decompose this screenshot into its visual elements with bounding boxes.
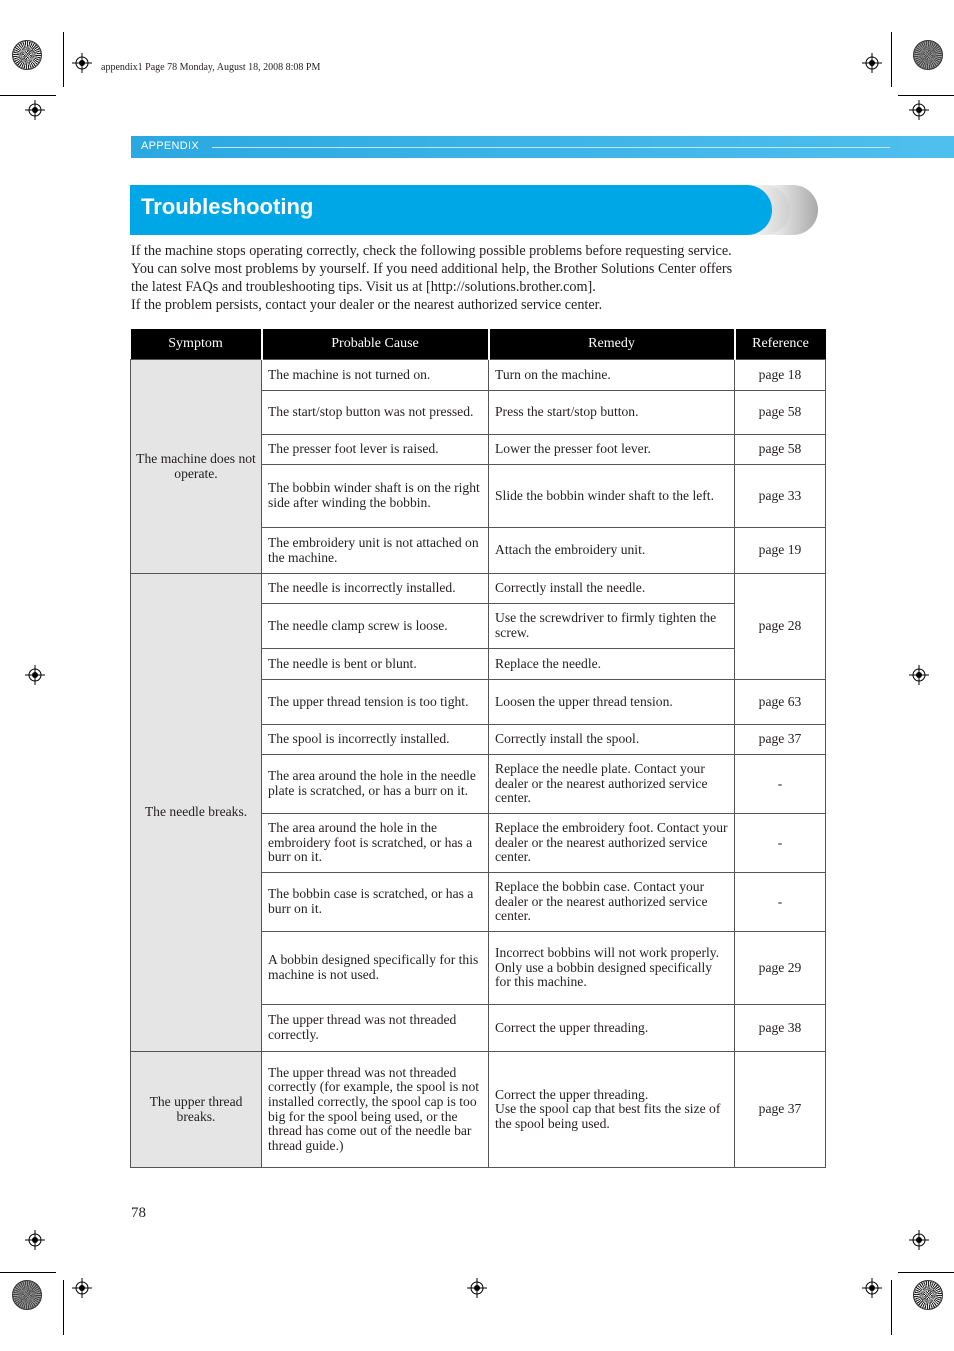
reference-cell: page 28	[735, 574, 826, 680]
registration-starburst-icon	[913, 1280, 943, 1310]
remedy-cell: Turn on the machine.	[489, 360, 735, 391]
page-title: Troubleshooting	[141, 194, 314, 219]
reference-cell: page 38	[735, 1005, 826, 1052]
column-header-symptom: Symptom	[131, 329, 262, 360]
page-number: 78	[131, 1205, 146, 1221]
column-header-cause: Probable Cause	[262, 329, 489, 360]
table-header-row	[131, 329, 826, 360]
reference-cell: page 29	[735, 932, 826, 1005]
registration-crosshair-icon	[25, 100, 45, 120]
reference-cell: page 33	[735, 465, 826, 528]
cause-cell: The machine is not turned on.	[262, 360, 489, 391]
cause-cell: The embroidery unit is not attached on the machine.	[262, 528, 489, 574]
print-header: appendix1 Page 78 Monday, August 18, 2008 8:08 PM	[101, 62, 321, 73]
troubleshooting-table	[130, 329, 826, 1168]
cause-cell: The bobbin winder shaft is on the right side after winding the bobbin.	[262, 465, 489, 528]
cause-cell: The needle is incorrectly installed.	[262, 574, 489, 604]
remedy-cell: Correct the upper threading. Use the spool cap that best fits the size of the spool being used.	[489, 1052, 735, 1168]
title-banner	[130, 185, 820, 235]
cause-cell: The start/stop button was not pressed.	[262, 391, 489, 435]
reference-cell: page 37	[735, 725, 826, 755]
registration-crosshair-icon	[467, 1278, 487, 1298]
symptom-cell: The upper thread breaks.	[131, 1052, 262, 1168]
registration-starburst-icon	[12, 1280, 42, 1310]
cause-cell: The bobbin case is scratched, or has a burr on it.	[262, 873, 489, 932]
column-header-remedy: Remedy	[489, 329, 735, 360]
table-row	[131, 574, 826, 604]
section-bar	[131, 136, 954, 158]
registration-crosshair-icon	[909, 665, 929, 685]
reference-cell: -	[735, 755, 826, 814]
remedy-cell: Replace the needle plate. Contact your dealer or the nearest authorized service center.	[489, 755, 735, 814]
remedy-cell: Attach the embroidery unit.	[489, 528, 735, 574]
cause-cell: The needle clamp screw is loose.	[262, 604, 489, 649]
cause-cell: The area around the hole in the needle plate is scratched, or has a burr on it.	[262, 755, 489, 814]
registration-starburst-icon	[913, 40, 943, 70]
symptom-cell: The machine does not operate.	[131, 360, 262, 574]
cause-cell: The area around the hole in the embroidery foot is scratched, or has a burr on it.	[262, 814, 489, 873]
reference-cell: page 19	[735, 528, 826, 574]
remedy-cell: Loosen the upper thread tension.	[489, 680, 735, 725]
cause-cell: The needle is bent or blunt.	[262, 649, 489, 680]
symptom-cell: The needle breaks.	[131, 574, 262, 1052]
reference-cell: -	[735, 814, 826, 873]
section-label: APPENDIX	[141, 140, 200, 152]
reference-cell: page 18	[735, 360, 826, 391]
registration-crosshair-icon	[72, 53, 92, 73]
reference-cell: page 58	[735, 391, 826, 435]
remedy-cell: Slide the bobbin winder shaft to the left.	[489, 465, 735, 528]
registration-crosshair-icon	[72, 1278, 92, 1298]
cause-cell: The spool is incorrectly installed.	[262, 725, 489, 755]
registration-crosshair-icon	[862, 53, 882, 73]
registration-crosshair-icon	[909, 100, 929, 120]
cause-cell: The upper thread tension is too tight.	[262, 680, 489, 725]
registration-starburst-icon	[12, 40, 42, 70]
reference-cell: page 63	[735, 680, 826, 725]
remedy-cell: Incorrect bobbins will not work properly. Only use a bobbin designed specifically for this machine.	[489, 932, 735, 1005]
remedy-cell: Replace the needle.	[489, 649, 735, 680]
intro-line: You can solve most problems by yourself. If you need additional help, the Brother Solutions Center offers	[131, 261, 733, 277]
remedy-cell: Replace the bobbin case. Contact your dealer or the nearest authorized service center.	[489, 873, 735, 932]
registration-crosshair-icon	[909, 1230, 929, 1250]
cause-cell: The presser foot lever is raised.	[262, 435, 489, 465]
cause-cell: The upper thread was not threaded correctly (for example, the spool is not installed correctly, the spool cap is too big for the spool being used, or the thread has come out of the needle bar thread guide.)	[262, 1052, 489, 1168]
intro-text	[131, 242, 831, 314]
reference-cell: page 37	[735, 1052, 826, 1168]
column-header-reference: Reference	[735, 329, 826, 360]
remedy-cell: Lower the presser foot lever.	[489, 435, 735, 465]
remedy-cell: Press the start/stop button.	[489, 391, 735, 435]
reference-cell: page 58	[735, 435, 826, 465]
intro-line: the latest FAQs and troubleshooting tips. Visit us at [http://solutions.brother.com].	[131, 279, 596, 295]
reference-cell: -	[735, 873, 826, 932]
remedy-cell: Use the screwdriver to firmly tighten the screw.	[489, 604, 735, 649]
remedy-cell: Correctly install the spool.	[489, 725, 735, 755]
intro-line: If the machine stops operating correctly, check the following possible problems before requesting service.	[131, 243, 732, 259]
intro-line: If the problem persists, contact your dealer or the nearest authorized service center.	[131, 297, 603, 313]
cause-cell: A bobbin designed specifically for this machine is not used.	[262, 932, 489, 1005]
table-row	[131, 360, 826, 391]
section-rule	[212, 147, 890, 148]
remedy-cell: Correctly install the needle.	[489, 574, 735, 604]
table-row	[131, 1052, 826, 1168]
registration-crosshair-icon	[25, 1230, 45, 1250]
registration-crosshair-icon	[25, 665, 45, 685]
remedy-cell: Replace the embroidery foot. Contact your dealer or the nearest authorized service center.	[489, 814, 735, 873]
cause-cell: The upper thread was not threaded correctly.	[262, 1005, 489, 1052]
remedy-cell: Correct the upper threading.	[489, 1005, 735, 1052]
registration-crosshair-icon	[862, 1278, 882, 1298]
